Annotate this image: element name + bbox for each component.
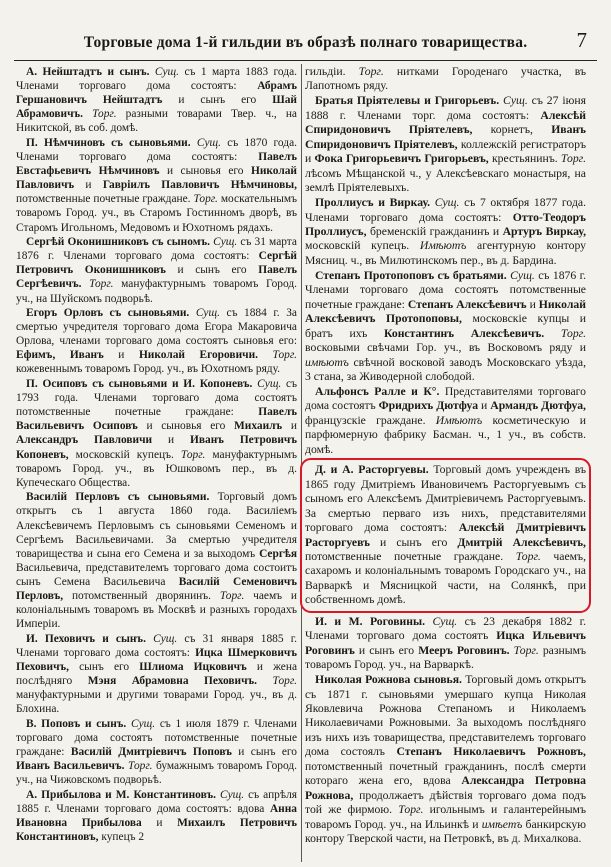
entry-protopopov: Степанъ Протопоповъ съ братьями. Сущ. съ 1876 г. Членами торговаго дома состоятъ потомственные почетные граждане: Степанъ Алексѣевичъ и Николай Алексѣевичъ Протопоповы, московскіе купцы и братъ ихъ Константинъ Алексѣевичъ. Торг. восковыми свѣчами Гор. уч., въ Восковомъ ряду и имѣютъ свѣчной восковой заводъ Московскаго уѣзда, 3 стана, за Живодерной слободой.	[305, 268, 587, 384]
page-header	[14, 26, 597, 56]
highlighted-entry-rastorguevy: Д. и А. Расторгуевы. Торговый домъ учрежденъ въ 1865 году Дмитріемъ Ивановичемъ Расторгуевымъ съ сыномъ его Алексѣемъ Дмитріевичемъ Расторгуевымъ. За смертью перваго изъ нихъ, представителями торговаго дома состоятъ: Алексѣй Дмитріевичъ Расторгуевъ и сынъ его Дмитрій Алексѣевичъ, потомственные почетные граждане. Торг. чаемъ, сахаромъ и колоніальнымъ товаромъ Городскаго уч., на Варваркѣ и Мясницкой части, на Солянкѣ, при собственномъ домѣ.	[305, 463, 586, 607]
entry-orlov: Егоръ Орловъ съ сыновьями. Сущ. съ 1884 г. За смертью учредителя торговаго дома Егора Макаровича Орлова, членами торговаго дома состоятъ сыновья его: Ефимъ, Иванъ и Николай Егоровичи. Торг. кожевеннымъ товаромъ Город. уч., въ Юхотномъ ряду.	[16, 307, 297, 376]
entry-neishtadt: А. Нейштадтъ и сынъ. Сущ. съ 1 марта 1883 года. Членами торговаго дома состоятъ: Абрамъ Гершановичъ Нейштадтъ и сынъ его Шай Абрамовичъ. Торг. разными товарами Твер. ч., на Никитской, въ соб. домѣ.	[16, 66, 297, 135]
entry-pekhovich: И. Пеховичъ и сынъ. Сущ. съ 31 января 1885 г. Членами торговаго дома состоятъ: Ицка Шмерковичъ Пеховичъ, сынъ его Шлиома Ицковичъ и жена послѣдняго Мэня Абрамовна Пеховичъ. Торг. мануфактурными и другими товарами Город. уч., въ д. Блохина.	[16, 632, 297, 716]
entry-osipov: П. Осиповъ съ сыновьями и И. Копоневъ. Сущ. съ 1793 года. Членами торговаго дома состоятъ потомственные почетные граждане: Павелъ Васильевичъ Осиповъ и сыновья его Михаилъ и Александръ Павловичи и Иванъ Петровичъ Копоневъ, московскій купецъ. Торг. мануфактурнымъ товаромъ Город. уч., въ Юшковомъ пер., въ д. Купеческаго Общества.	[16, 378, 298, 489]
right-column	[305, 65, 586, 847]
entry-priyatelevy: Братья Пріятелевы и Григорьевъ. Сущ. съ 27 іюня 1888 г. Членами торг. дома состоятъ: Алексѣй Спиридоновичъ Пріятелевъ, корнетъ, Иванъ Спиридоновичъ Пріятелевъ, коллежскій регистраторъ и Фока Григорьевичъ Григорьевъ, крестьянинъ. Торг. лѣсомъ Мѣщанской ч., у Алексѣевскаго монастыря, на землѣ Пріятелевыхъ.	[305, 94, 587, 195]
left-column	[16, 65, 297, 845]
entry-nemchinov: П. Нѣмчиновъ съ сыновьями. Сущ. съ 1870 года. Членами торговаго дома состоятъ: Павелъ Евстафьевичъ Нѣмчиновъ и сыновья его Николай Павловичъ и Гавріилъ Павловичъ Нѣмчиновы, потомственные почетные граждане. Торг. москательнымъ товаромъ Город. уч., въ Старомъ Гостинномъ дворѣ, въ Старомъ Игольномъ, Медовомъ и Юхотномъ рядахъ.	[16, 136, 298, 234]
header-rule	[14, 60, 597, 61]
entry-prollius: Проллиусъ и Виркау. Сущ. съ 7 октября 1877 года. Членами торговаго дома состоятъ: Отто-Теодоръ Проллиусъ, бременскій гражданинъ и Артуръ Виркау, московскій купецъ. Имѣютъ агентурную контору Мясниц. ч., въ Милютинскомъ пер., въ д. Бардина.	[305, 196, 586, 267]
page-number: 7	[576, 28, 587, 52]
entry-pribylova-cont: гильдіи. Торг. нитками Городенаго участка, въ Лапотномъ ряду.	[305, 65, 586, 93]
entry-ralle: Альфонсъ Ралле и К°. Представителями торговаго дома состоятъ Фридрихъ Дютфуа и Армандъ Дютфуа, французскіе граждане. Имѣютъ косметическую и парфюмерную фабрику Басман. ч., 1 уч., въ собств. домѣ.	[305, 384, 586, 456]
entry-pribylova: А. Прибылова и М. Константиновъ. Сущ. съ апрѣля 1885 г. Членами торговаго дома состоятъ: вдова Анна Ивановна Прибылова и Михаилъ Петровичъ Константиновъ, купецъ 2	[16, 788, 298, 844]
column-divider	[301, 64, 302, 862]
entry-perlov: Василій Перловъ съ сыновьями. Торговый домъ открытъ съ 1 августа 1860 года. Василіемъ Алексѣевичемъ Перловымъ съ сыновьями Семеномъ и Сергѣемъ Васильевичами. За смертью учредителя товарищества и сына его Семена и за выходомъ Сергѣя Васильевича, представителемъ торговаго дома состоитъ сынъ Семена Васильевича Василій Семеновичъ Перловъ, потомственный дворянинъ. Торг. чаемъ и колоніальнымъ товаромъ въ Москвѣ и разныхъ городахъ Имперіи.	[16, 491, 297, 631]
entry-popov: В. Поповъ и сынъ. Сущ. съ 1 июля 1879 г. Членами торговаго дома состоятъ потомственные почетные граждане: Василій Дмитріевичъ Поповъ и сынъ его Иванъ Васильевичъ. Торг. бумажнымъ товаромъ Город. уч., на Чижовскомъ подворьѣ.	[16, 717, 297, 787]
entry-rozhnov: Николая Рожнова сыновья. Торговый домъ открытъ съ 1871 г. сыновьями умершаго купца Николая Яковлевича Рожнова Степаномъ и Николаемъ Николаевичами Рожновыми. За выходомъ послѣдняго изъ нихъ изъ товарищества, представителемъ торговаго дома состоялъ Степанъ Николаевичъ Рожновъ, потомственный почетный гражданинъ, послѣ смерти котораго жена его, вдова Александра Петровна Рожнова, продолжаетъ дѣйствія торговаго дома подъ той же фирмою. Торг. игольнымъ и галантерейнымъ товаромъ Город. уч., на Ильинкѣ и имѣетъ банкирскую контору Тверской части, на Петровкѣ, въ д. Михалкова.	[305, 673, 586, 846]
entry-okonishnikov: Сергѣй Оконишниковъ съ сыномъ. Сущ. съ 31 марта 1876 г. Членами торговаго дома состоятъ: Сергѣй Петровичъ Оконишниковъ и сынъ его Павелъ Сергѣевичъ. Торг. мануфактурнымъ товаромъ Город. уч., на Шуйскомъ подворьѣ.	[16, 236, 297, 305]
page-title: Торговые дома 1-й гильдии въ образѣ полнаго товарищества.	[83, 34, 528, 51]
entry-rogovin: И. и М. Роговины. Сущ. съ 23 декабря 1882 г. Членами торговаго дома состоятъ Ицка Ильевичъ Роговинъ и сынъ его Мееръ Роговинъ. Торг. разнымъ товаромъ Город. уч., на Варваркѣ.	[305, 614, 587, 672]
